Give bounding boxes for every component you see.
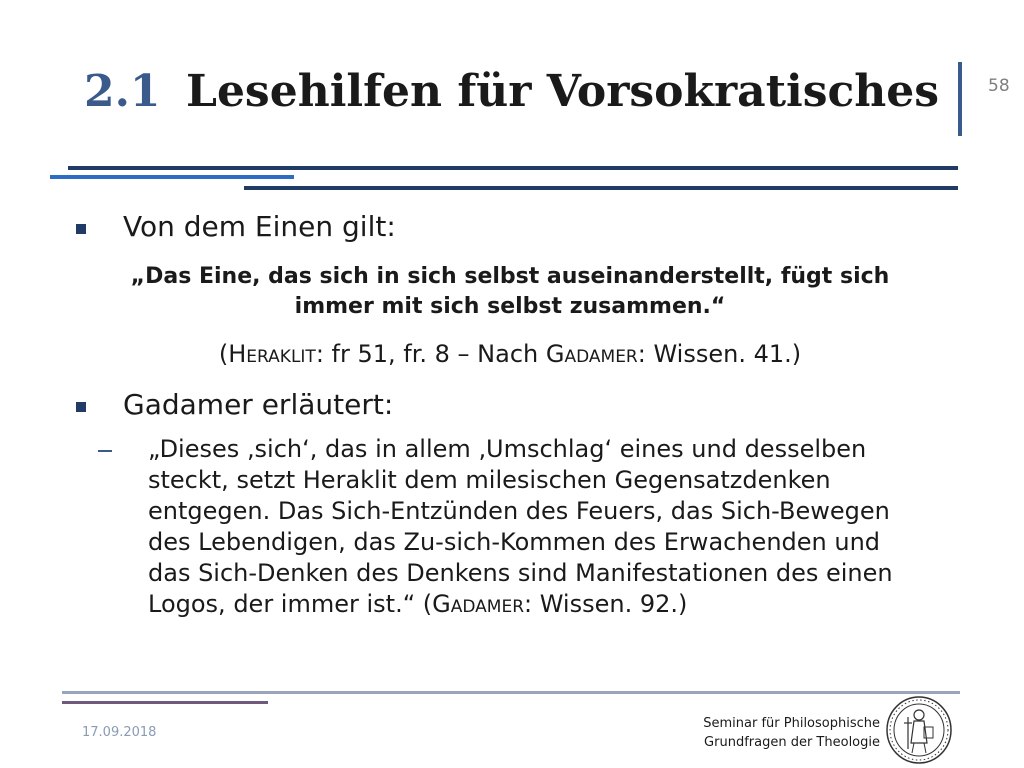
source-text: : Wissen. 41.) [637,340,802,368]
heraclitus-quote [80,262,940,322]
footer-rule-gray [62,691,960,694]
institution-line: Grundfragen der Theologie [704,735,880,750]
author-name: Gadamer [545,340,638,368]
institution-line: Seminar für Philosophische [703,716,880,731]
slide-title: Lesehilfen für Vorsokratisches [186,66,940,117]
gadamer-quote [148,434,928,620]
slide-date: 17.09.2018 [82,725,157,740]
footer-rule-purple [62,701,268,704]
bullet-square-icon [76,224,86,234]
quote-text: : Wissen. 92.) [524,590,688,618]
author-name: Heraklit [228,340,316,368]
page-number: 58 [988,76,1010,96]
title-divider-bar [958,62,962,136]
header-rule-blue [50,175,294,179]
bullet-text: Von dem Einen gilt: [123,210,396,243]
header-rule-bottom [244,186,958,190]
header-rule-top [68,166,958,170]
source-text: ( [218,340,229,368]
quote-line: immer mit sich selbst zusammen.“ [294,294,726,319]
quote-text: „Dieses ‚sich‘, das in allem ‚Umschlag‘ eines und desselben steckt, setzt Heraklit dem milesischen Gegensatzdenken entgegen. Das Sich-Entzünden des Feuers, das Sich-Bewegen des Lebendigen, das Zu-sich-Kommen des Erwachenden und das Sich-Denken des Denkens sind Manifestationen des einen Logos, der immer ist.“ ( [148,435,893,618]
quote-line: „Das Eine, das sich in sich selbst auseinanderstellt, fügt sich [130,264,890,289]
university-seal-icon [884,695,954,765]
author-name: Gadamer [432,590,525,618]
bullet-square-icon [76,402,86,412]
quote-source [80,340,940,368]
source-text: : fr 51, fr. 8 – Nach [315,340,546,368]
institution-name [700,714,880,752]
bullet-text: Gadamer erläutert: [123,388,394,421]
section-number: 2.1 [84,66,161,117]
dash-bullet-icon [98,450,112,452]
